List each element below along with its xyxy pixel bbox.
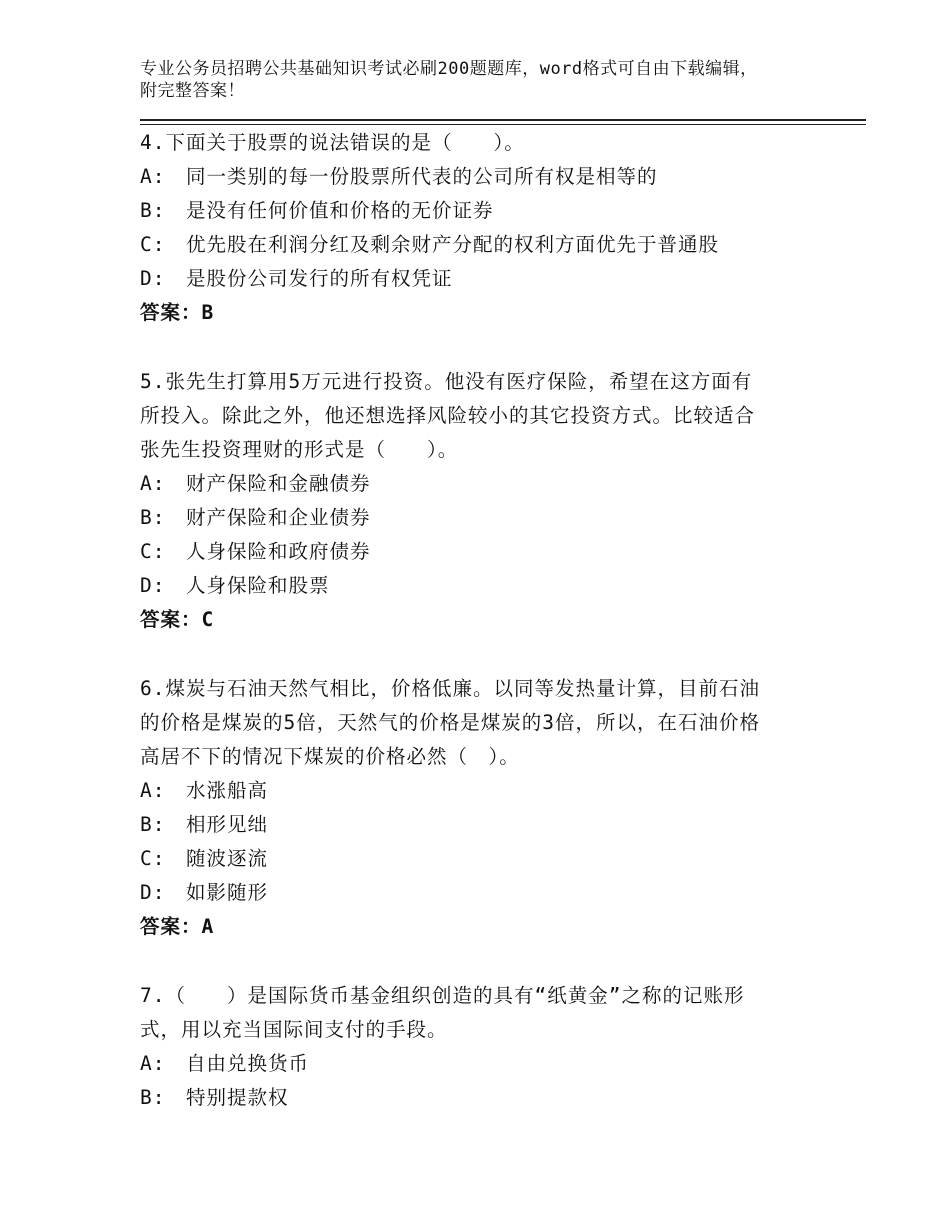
option-c: C: 优先股在利润分红及剩余财产分配的权利方面优先于普通股 [140,233,719,256]
option-d: D: 人身保险和股票 [140,574,330,597]
answer: 答案：C [140,608,215,631]
question-text: 6.煤炭与石油天然气相比，价格低廉。以同等发热量计算，目前石油 [140,677,760,700]
question-text: 所投入。除此之外，他还想选择风险较小的其它投资方式。比较适合 [140,404,756,427]
header-rule-thick [140,119,866,121]
question-text: 4.下面关于股票的说法错误的是（ ）。 [140,131,525,154]
question-text: 5.张先生打算用5万元进行投资。他没有医疗保险，希望在这方面有 [140,370,753,393]
header-line-2: 附完整答案！ [140,81,245,101]
question-5 [140,365,860,637]
option-d: D: 如影随形 [140,881,268,904]
question-text: 式，用以充当国际间支付的手段。 [140,1018,448,1041]
question-list [140,126,860,1115]
option-b: B: 是没有任何价值和价格的无价证券 [140,199,494,222]
option-b: B: 相形见绌 [140,813,268,836]
option-a: A: 同一类别的每一份股票所代表的公司所有权是相等的 [140,165,658,188]
question-spacer [140,637,860,672]
question-text: 张先生投资理财的形式是（ ）。 [140,438,459,461]
option-a: A: 财产保险和金融债券 [140,472,371,495]
option-a: A: 水涨船高 [140,779,268,802]
option-d: D: 是股份公司发行的所有权凭证 [140,267,453,290]
option-b: B: 财产保险和企业债券 [140,506,371,529]
answer: 答案：A [140,915,215,938]
question-7 [140,979,860,1115]
page-header [140,58,820,102]
question-4 [140,126,860,330]
option-c: C: 人身保险和政府债券 [140,540,371,563]
option-a: A: 自由兑换货币 [140,1052,309,1075]
option-b: B: 特别提款权 [140,1086,289,1109]
question-text: 高居不下的情况下煤炭的价格必然（ ）。 [140,745,520,768]
header-rule-thin [140,124,866,125]
option-c: C: 随波逐流 [140,847,268,870]
header-line-1: 专业公务员招聘公共基础知识考试必刷200题题库，word格式可自由下载编辑， [140,59,758,79]
question-6 [140,672,860,944]
question-spacer [140,944,860,979]
answer: 答案：B [140,301,215,324]
question-text: 的价格是煤炭的5倍，天然气的价格是煤炭的3倍，所以，在石油价格 [140,711,760,734]
question-spacer [140,330,860,365]
question-text: 7.（ ）是国际货币基金组织创造的具有“纸黄金”之称的记账形 [140,984,745,1007]
